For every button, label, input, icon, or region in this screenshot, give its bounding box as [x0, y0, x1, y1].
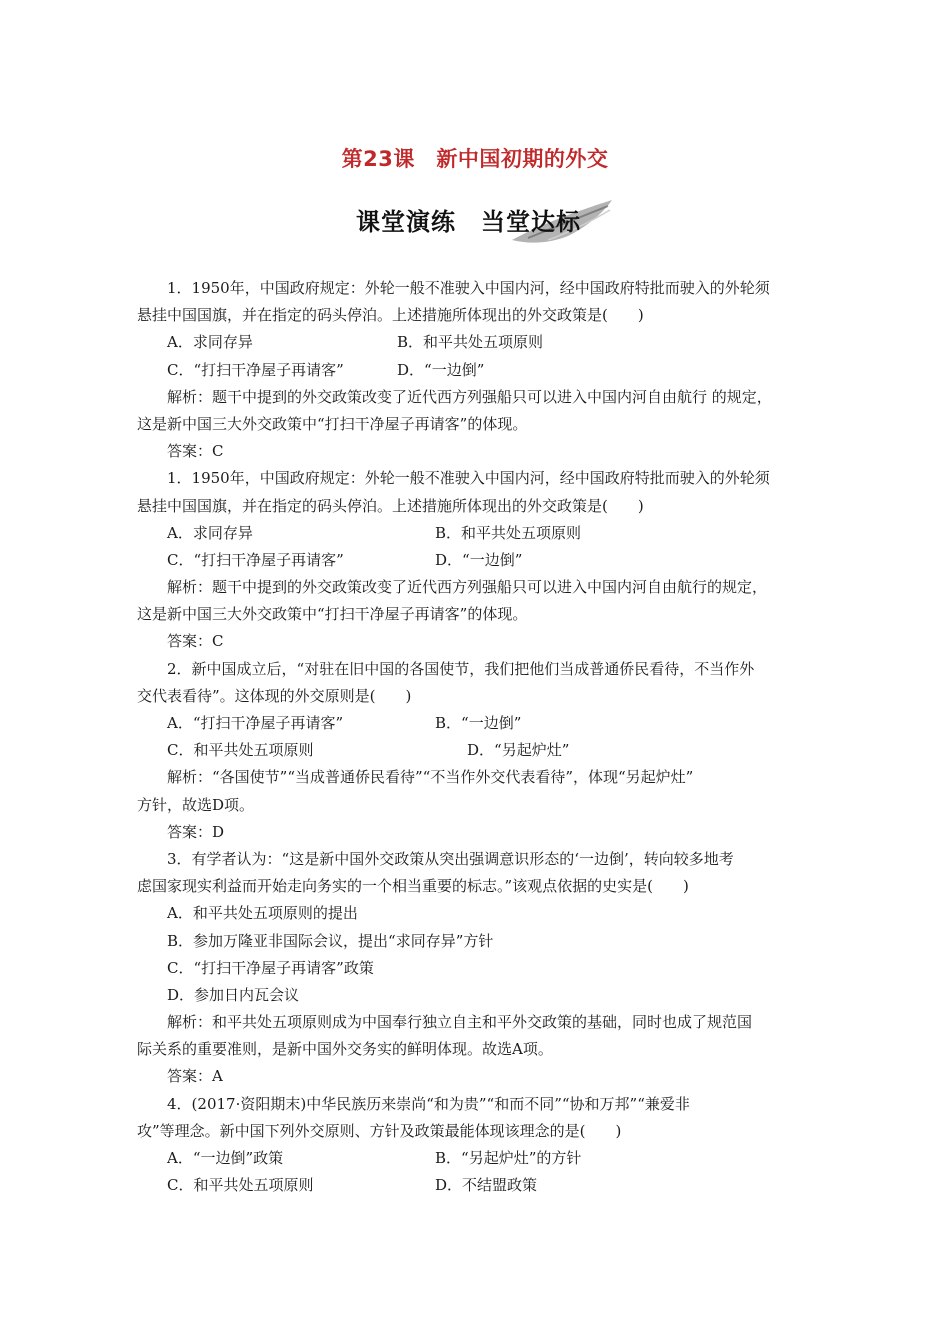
- question-3-stem-line-1: 3．有学者认为：“这是新中国外交政策从突出强调意识形态的‘一边倒’，转向较多地考: [167, 849, 734, 868]
- question-1b-stem-line-1: 1．1950年，中国政府规定：外轮一般不准驶入中国内河，经中国政府特批而驶入的外轮须: [167, 469, 770, 488]
- question-2-analysis-line-2: 方针，故选D项。: [137, 795, 255, 814]
- question-1-option-c: C．“打扫干净屋子再请客”: [167, 360, 344, 379]
- question-3-option-b: B．参加万隆亚非国际会议，提出“求同存异”方针: [167, 931, 494, 950]
- question-2-stem-line-2: 交代表看待”。这体现的外交原则是( ): [137, 686, 412, 705]
- question-2-option-d: D．“另起炉灶”: [467, 741, 570, 760]
- question-1b-option-c: C．“打扫干净屋子再请客”: [167, 550, 344, 569]
- question-4-option-a: A．“一边倒”政策: [167, 1149, 284, 1167]
- question-3-answer: 答案：A: [167, 1067, 223, 1086]
- question-1b-analysis-line-2: 这是新中国三大外交政策中“打扫干净屋子再请客”的体现。: [137, 605, 528, 624]
- lesson-title: 第23课 新中国初期的外交: [341, 147, 609, 171]
- question-2-option-b: B．“一边倒”: [435, 714, 522, 732]
- question-3-option-d: D．参加日内瓦会议: [167, 985, 300, 1004]
- question-1b-option-a: A．求同存异: [167, 523, 253, 542]
- question-2-options-row-2: [137, 737, 837, 764]
- question-4-options-row-2: [137, 1172, 837, 1199]
- question-1b-analysis-line-1: 解析：题干中提到的外交政策改变了近代西方列强船只可以进入中国内河自由航行的规定，: [167, 578, 768, 597]
- question-1-option-b: B．和平共处五项原则: [397, 333, 544, 352]
- question-1b-options-row-2: [137, 547, 837, 574]
- question-1-answer: 答案：C: [167, 442, 224, 461]
- question-2-options-row-1: [137, 710, 837, 737]
- question-1-options-row-2: [137, 357, 837, 384]
- question-1-analysis-line-2: 这是新中国三大外交政策中“打扫干净屋子再请客”的体现。: [137, 414, 528, 433]
- question-1-stem-line-1: 1．1950年，中国政府规定：外轮一般不准驶入中国内河，经中国政府特批而驶入的外轮须: [167, 279, 770, 297]
- question-1b-answer: 答案：C: [167, 632, 224, 651]
- question-1-option-d: D．“一边倒”: [397, 360, 485, 379]
- question-2-analysis-line-1: 解析：“各国使节”“当成普通侨民看待”“不当作外交代表看待”，体现“另起炉灶”: [167, 768, 694, 787]
- question-1b-stem-line-2: 悬挂中国国旗，并在指定的码头停泊。上述措施所体现出的外交政策是( ): [137, 496, 644, 515]
- question-2-stem-line-1: 2．新中国成立后，“对驻在旧中国的各国使节，我们把他们当成普通侨民看待，不当作外: [167, 659, 755, 678]
- question-2-option-c: C．和平共处五项原则: [167, 741, 314, 760]
- question-1b-option-b: B．和平共处五项原则: [435, 523, 582, 542]
- question-2-option-a: A．“打扫干净屋子再请客”: [167, 714, 344, 732]
- question-1b-options-row-1: [137, 520, 837, 547]
- question-2-answer: 答案：D: [167, 822, 225, 841]
- question-3-analysis-line-1: 解析：和平共处五项原则成为中国奉行独立自主和平外交政策的基础，同时也成了规范国: [167, 1013, 753, 1032]
- question-1-option-a: A．求同存异: [167, 333, 253, 352]
- question-list: [137, 275, 837, 1199]
- question-3-option-c: C．“打扫干净屋子再请客”政策: [167, 958, 374, 977]
- question-3-stem-line-2: 虑国家现实利益而开始走向务实的一个相当重要的标志。”该观点依据的史实是( ): [137, 877, 689, 896]
- question-1-stem-line-2: 悬挂中国国旗，并在指定的码头停泊。上述措施所体现出的外交政策是( ): [137, 306, 644, 325]
- question-4-stem-line-1: 4．(2017·资阳期末)中华民族历来崇尚“和为贵”“和而不同”“协和万邦”“兼爱非: [167, 1094, 690, 1113]
- question-4-option-b: B．“另起炉灶”的方针: [435, 1149, 582, 1167]
- question-1b-option-d: D．“一边倒”: [435, 550, 523, 569]
- question-4-option-d: D．不结盟政策: [435, 1176, 538, 1195]
- question-1-options-row-1: [137, 329, 837, 356]
- question-4-options-row-1: [137, 1145, 837, 1172]
- question-4-stem-line-2: 攻”等理念。新中国下列外交原则、方针及政策最能体现该理念的是( ): [137, 1121, 622, 1140]
- question-3-option-a: A．和平共处五项原则的提出: [167, 904, 358, 923]
- section-banner: [348, 196, 620, 246]
- banner-text: 课堂演练 当堂达标: [356, 208, 581, 236]
- question-3-analysis-line-2: 际关系的重要准则，是新中国外交务实的鲜明体现。故选A项。: [137, 1040, 553, 1059]
- question-1-analysis-line-1: 解析：题干中提到的外交政策改变了近代西方列强船只可以进入中国内河自由航行 的规定，: [167, 387, 772, 406]
- question-4-option-c: C．和平共处五项原则: [167, 1176, 314, 1195]
